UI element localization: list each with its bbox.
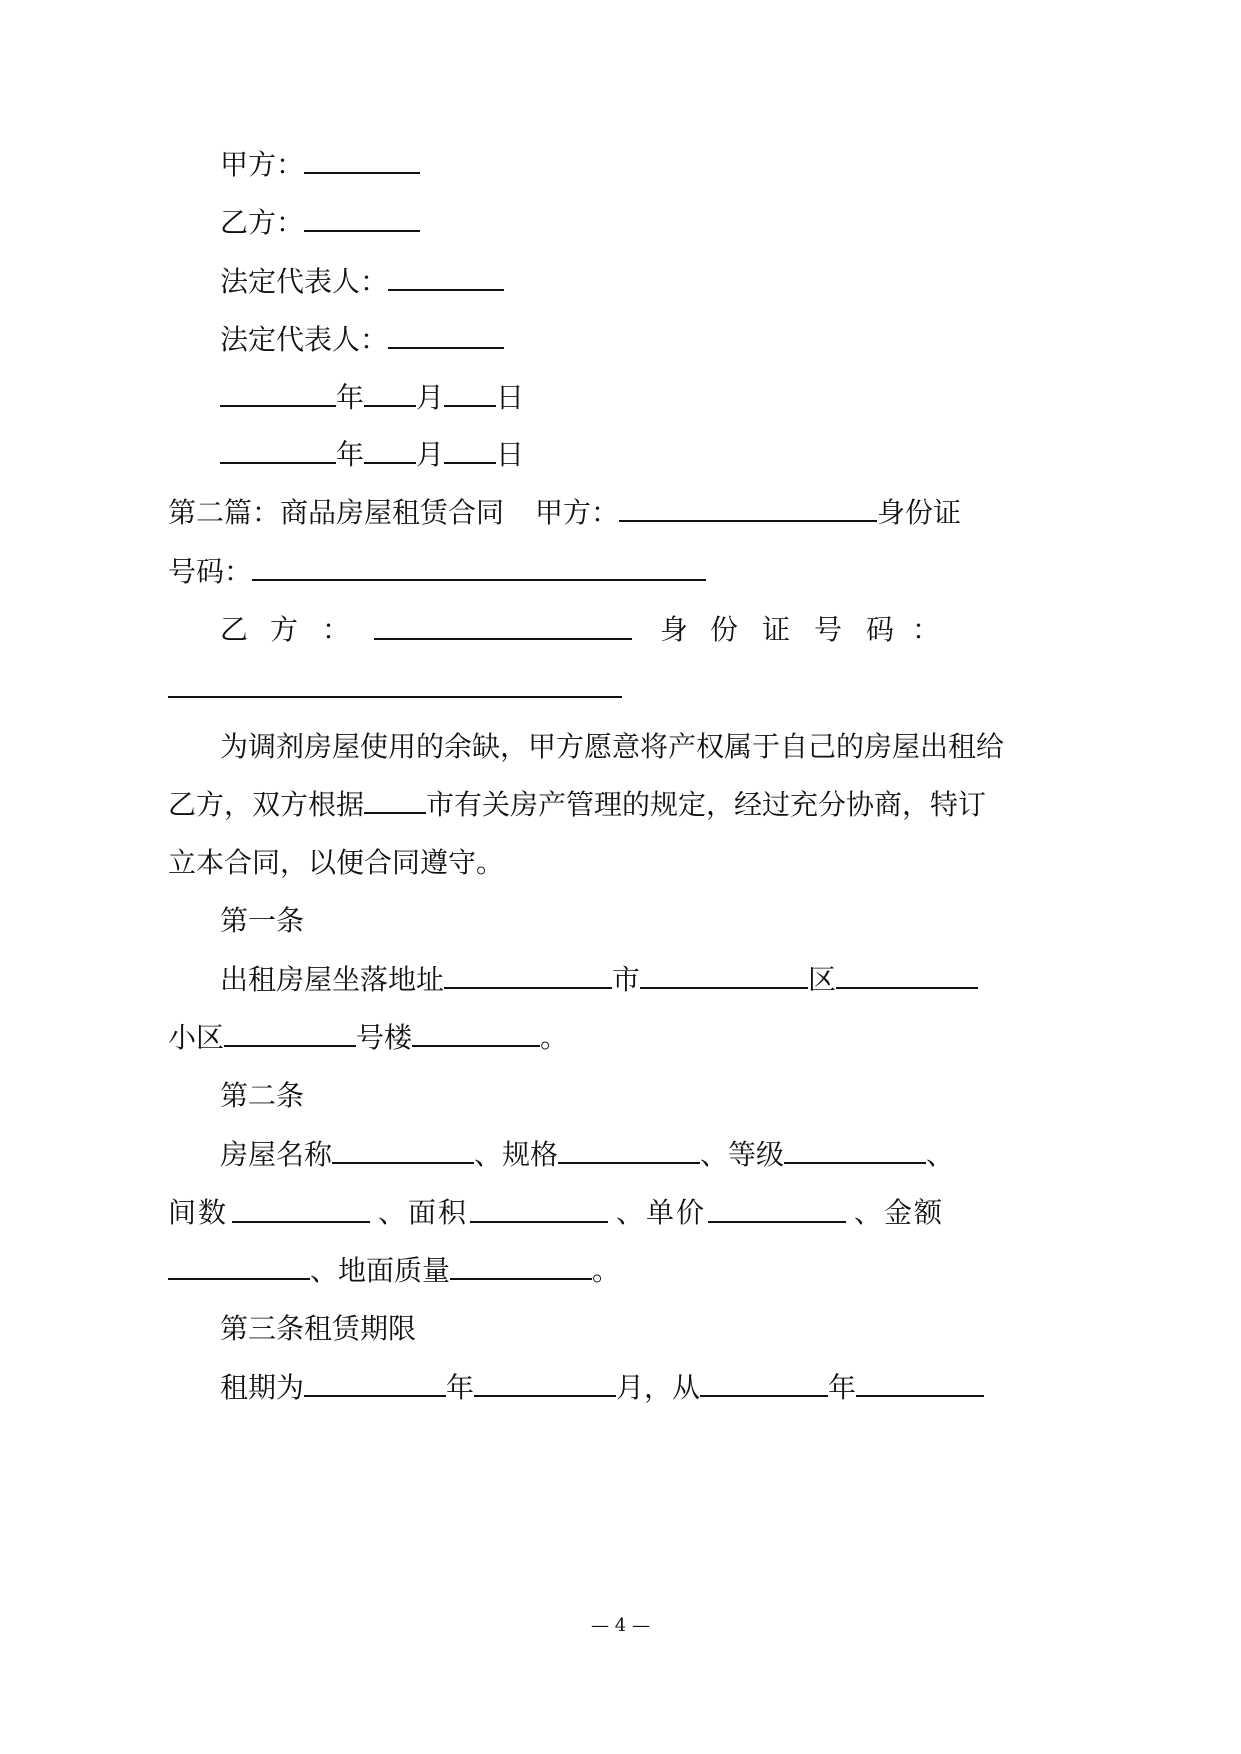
term-months-blank[interactable] bbox=[474, 1369, 616, 1397]
start-year-blank[interactable] bbox=[700, 1369, 828, 1397]
rooms-char: 间 bbox=[168, 1196, 197, 1229]
legal-rep-blank[interactable] bbox=[388, 263, 504, 291]
intro-text: 市有关房产管理的规定，经过充分协商，特订 bbox=[426, 788, 987, 821]
unit-price-blank[interactable] bbox=[708, 1195, 846, 1223]
id-char: 份 bbox=[710, 613, 739, 646]
day-blank[interactable] bbox=[444, 436, 496, 464]
article-title: 第三条租赁期限 bbox=[220, 1312, 417, 1345]
building-label: 号楼 bbox=[356, 1021, 413, 1054]
term-year-label: 年 bbox=[446, 1371, 475, 1404]
area-char: 积 bbox=[438, 1196, 467, 1229]
id-char: 证 bbox=[762, 613, 791, 646]
id-char: 码 bbox=[866, 613, 895, 646]
party-a-blank[interactable] bbox=[304, 146, 420, 174]
address-label: 出租房屋坐落地址 bbox=[220, 963, 445, 996]
id-number-line bbox=[168, 552, 706, 592]
house-info-line-3 bbox=[168, 1251, 620, 1291]
second-party-a-line bbox=[535, 493, 961, 533]
floor-quality-label: 、地面质量 bbox=[310, 1254, 451, 1287]
lease-term-line bbox=[220, 1368, 984, 1408]
year-label: 年 bbox=[336, 438, 365, 471]
party-a-name-blank[interactable] bbox=[619, 494, 877, 522]
month-blank[interactable] bbox=[364, 379, 416, 407]
intro-line-3 bbox=[168, 843, 504, 883]
article-title: 第二条 bbox=[220, 1079, 305, 1112]
address-blank[interactable] bbox=[444, 961, 612, 989]
period-mark: 。 bbox=[540, 1021, 569, 1054]
intro-line-2 bbox=[168, 785, 986, 825]
party-a-label: 甲方： bbox=[220, 148, 305, 181]
day-label: 日 bbox=[496, 381, 525, 414]
intro-line-1 bbox=[220, 727, 1004, 767]
day-label: 日 bbox=[496, 438, 525, 471]
article-title: 第一条 bbox=[220, 904, 305, 937]
second-contract-title: 第二篇：商品房屋租赁合同 bbox=[168, 496, 505, 529]
id-number-label: 号码： bbox=[168, 555, 253, 588]
legal-rep-label: 法定代表人： bbox=[220, 265, 389, 298]
id-card-label: 身份证 bbox=[877, 496, 962, 529]
amount-char: 额 bbox=[914, 1196, 943, 1229]
year-blank[interactable] bbox=[220, 379, 336, 407]
grade-blank[interactable] bbox=[784, 1136, 926, 1164]
address-line-1 bbox=[220, 960, 978, 1000]
party-a-label: 甲方： bbox=[535, 496, 620, 529]
price-char: 单 bbox=[646, 1196, 675, 1229]
party-b-label: 乙方： bbox=[220, 206, 305, 239]
intro-text: 立本合同，以便合同遵守。 bbox=[168, 846, 505, 879]
rooms-blank[interactable] bbox=[232, 1195, 370, 1223]
amount-char: 金 bbox=[884, 1196, 913, 1229]
start-month-blank[interactable] bbox=[856, 1369, 984, 1397]
month-label: 月 bbox=[416, 381, 445, 414]
party-b-line bbox=[220, 203, 420, 243]
legal-rep-label: 法定代表人： bbox=[220, 323, 389, 356]
legal-rep-line-1 bbox=[220, 262, 504, 302]
grade-label: 、等级 bbox=[700, 1138, 785, 1171]
date-line-2 bbox=[220, 435, 524, 475]
term-years-blank[interactable] bbox=[304, 1369, 446, 1397]
intro-text: 乙方，双方根据 bbox=[168, 788, 365, 821]
id-char: 身 bbox=[660, 613, 689, 646]
party-b-id-blank[interactable] bbox=[168, 670, 622, 698]
day-blank[interactable] bbox=[444, 379, 496, 407]
address-line-2 bbox=[168, 1018, 568, 1058]
party-b-name-blank[interactable] bbox=[374, 612, 632, 640]
legal-rep-line-2 bbox=[220, 320, 504, 360]
term-month-label: 月，从 bbox=[616, 1371, 701, 1404]
term-label: 租期为 bbox=[220, 1371, 305, 1404]
house-name-blank[interactable] bbox=[332, 1136, 474, 1164]
page-number: — 4 — bbox=[591, 1615, 650, 1636]
floor-quality-blank[interactable] bbox=[450, 1252, 592, 1280]
period-mark: 。 bbox=[592, 1254, 621, 1287]
amount-char: 、 bbox=[854, 1196, 883, 1229]
date-line-1 bbox=[220, 378, 524, 418]
id-char: ： bbox=[912, 613, 941, 646]
b-char: 方 bbox=[270, 613, 299, 646]
rooms-char: 数 bbox=[198, 1196, 227, 1229]
article-2-heading bbox=[220, 1076, 304, 1116]
spec-label: 、规格 bbox=[474, 1138, 559, 1171]
id-char: 号 bbox=[814, 613, 843, 646]
month-label: 月 bbox=[416, 438, 445, 471]
house-name-label: 房屋名称 bbox=[220, 1138, 333, 1171]
area-char: 、 bbox=[378, 1196, 407, 1229]
amount-blank[interactable] bbox=[168, 1252, 310, 1280]
spec-blank[interactable] bbox=[558, 1136, 700, 1164]
intro-text: 为调剂房屋使用的余缺，甲方愿意将产权属于自己的房屋出租给 bbox=[220, 730, 1005, 763]
b-char: 乙 bbox=[220, 613, 249, 646]
separator: 、 bbox=[926, 1138, 955, 1171]
city-name-blank[interactable] bbox=[640, 961, 808, 989]
start-year-label: 年 bbox=[828, 1371, 857, 1404]
article-1-heading bbox=[220, 901, 304, 941]
district-blank[interactable] bbox=[836, 961, 978, 989]
party-a-line bbox=[220, 145, 420, 185]
party-b-blank[interactable] bbox=[304, 204, 420, 232]
district-label: 区 bbox=[808, 963, 837, 996]
id-number-blank[interactable] bbox=[252, 553, 706, 581]
year-blank[interactable] bbox=[220, 436, 336, 464]
year-label: 年 bbox=[336, 381, 365, 414]
building-blank[interactable] bbox=[412, 1019, 540, 1047]
community-label: 小区 bbox=[168, 1021, 225, 1054]
b-char: ： bbox=[322, 613, 351, 646]
city-blank[interactable] bbox=[364, 786, 426, 814]
price-char: 、 bbox=[616, 1196, 645, 1229]
article-3-heading bbox=[220, 1309, 416, 1349]
community-blank[interactable] bbox=[224, 1019, 356, 1047]
house-info-line-1 bbox=[220, 1135, 954, 1175]
city-label: 市 bbox=[612, 963, 641, 996]
area-char: 面 bbox=[408, 1196, 437, 1229]
month-blank[interactable] bbox=[364, 436, 416, 464]
legal-rep-blank[interactable] bbox=[388, 321, 504, 349]
price-char: 价 bbox=[676, 1196, 705, 1229]
second-contract-title-line bbox=[168, 493, 504, 533]
area-blank[interactable] bbox=[470, 1195, 608, 1223]
